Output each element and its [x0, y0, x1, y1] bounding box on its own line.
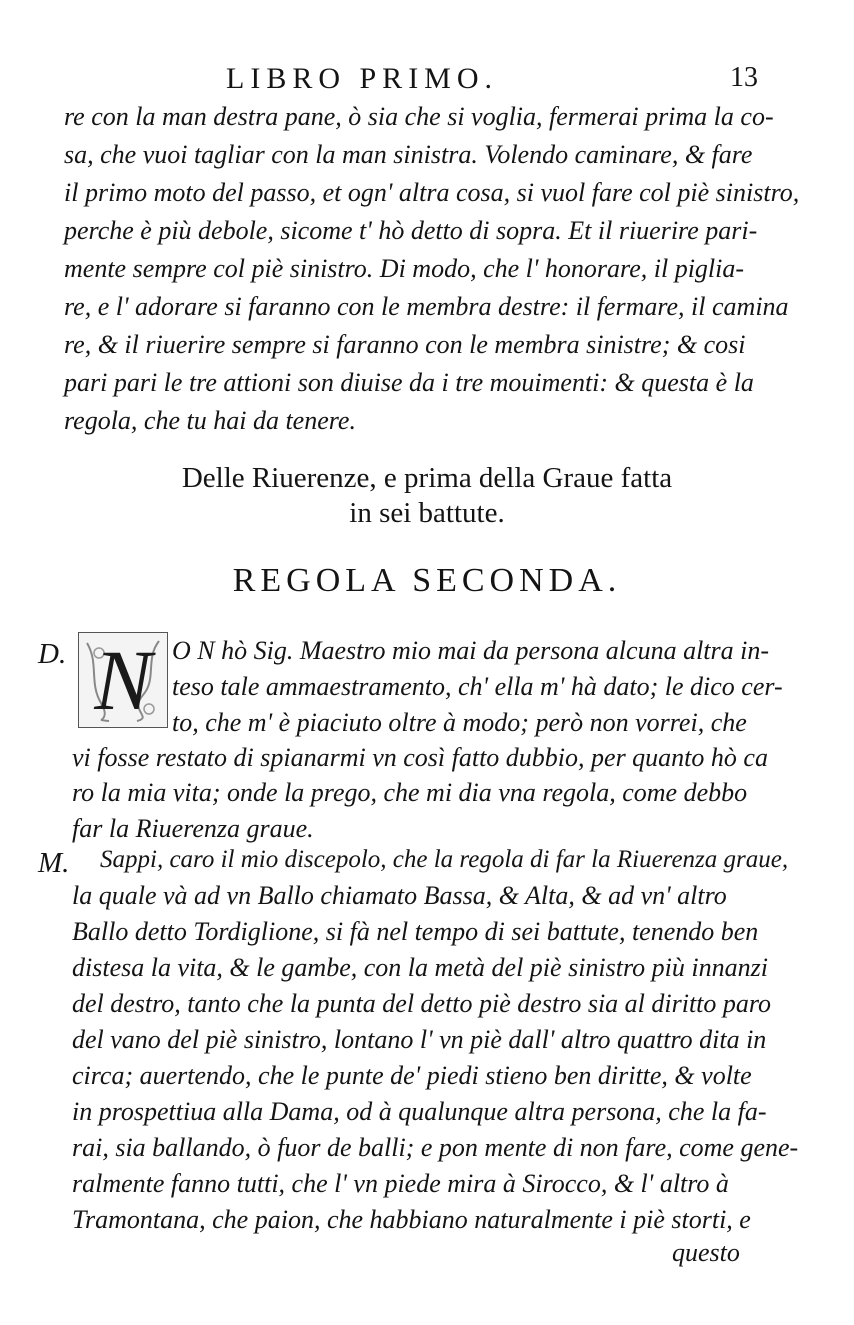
text-line: re, & il riuerire sempre si faranno con le membra sinistre; & cosi	[64, 330, 746, 359]
text-line: Tramontana, che paion, che habbiano naturalmente i piè storti, e	[72, 1205, 751, 1234]
text-line: circa; auertendo, che le punte de' piedi stieno ben diritte, & volte	[72, 1061, 752, 1090]
running-title: LIBRO PRIMO.	[226, 62, 499, 95]
speaker-d-label: D.	[38, 638, 67, 670]
rule-title: REGOLA SECONDA.	[232, 562, 622, 599]
running-head	[0, 62, 854, 98]
text-line: sa, che vuoi tagliar con la man sinistra. Volendo caminare, & fare	[64, 140, 753, 169]
text-line: re, e l' adorare si faranno con le membra destre: il fermare, il camina	[64, 292, 789, 321]
text-line: ro la mia vita; onde la prego, che mi dia vna regola, come debbo	[72, 778, 748, 807]
text-line: regola, che tu hai da tenere.	[64, 406, 356, 435]
initial-letter: N	[94, 632, 152, 728]
text-line: del destro, tanto che la punta del detto piè destro sia al diritto paro	[72, 989, 772, 1018]
text-line: far la Riuerenza graue.	[72, 814, 314, 843]
section-heading-line-1: Delle Riuerenze, e prima della Graue fatta	[181, 462, 673, 494]
text-line: perche è più debole, sicome t' hò detto di sopra. Et il riuerire pari-	[64, 216, 758, 245]
section-heading-line-2: in sei battute.	[349, 497, 505, 529]
text-line: rai, sia ballando, ò fuor de balli; e pon mente di non fare, come gene-	[72, 1133, 799, 1162]
text-line: vi fosse restato di spianarmi vn così fatto dubbio, per quanto hò ca	[72, 743, 768, 772]
catchword: questo	[672, 1238, 740, 1267]
text-line: pari pari le tre attioni son diuise da i tre mouimenti: & questa è la	[64, 368, 754, 397]
text-line: Sappi, caro il mio discepolo, che la regola di far la Riuerenza graue,	[100, 846, 789, 873]
text-line: Ballo detto Tordiglione, si fà nel tempo di sei battute, tenendo ben	[72, 917, 759, 946]
text-line: ralmente fanno tutti, che l' vn piede mira à Sirocco, & l' altro à	[72, 1169, 729, 1198]
speaker-m-label: M.	[38, 847, 70, 879]
text-line: O N hò Sig. Maestro mio mai da persona alcuna altra in-	[172, 636, 770, 665]
decorated-initial	[78, 632, 168, 728]
text-line: teso tale ammaestramento, ch' ella m' hà dato; le dico cer-	[172, 672, 783, 701]
text-line: re con la man destra pane, ò sia che si voglia, fermerai prima la co-	[64, 102, 774, 131]
text-line: il primo moto del passo, et ogn' altra cosa, si vuol fare col piè sinistro,	[64, 178, 800, 207]
text-line: la quale và ad vn Ballo chiamato Bassa, & Alta, & ad vn' altro	[72, 881, 727, 910]
page-number: 13	[730, 62, 758, 93]
text-line: in prospettiua alla Dama, od à qualunque altra persona, che la fa-	[72, 1097, 767, 1126]
text-line: to, che m' è piaciuto oltre à modo; però non vorrei, che	[172, 708, 747, 737]
text-line: distesa la vita, & le gambe, con la metà del piè sinistro più innanzi	[72, 953, 768, 982]
text-line: del vano del piè sinistro, lontano l' vn piè dall' altro quattro dita in	[72, 1025, 767, 1054]
text-line: mente sempre col piè sinistro. Di modo, che l' honorare, il piglia-	[64, 254, 745, 283]
